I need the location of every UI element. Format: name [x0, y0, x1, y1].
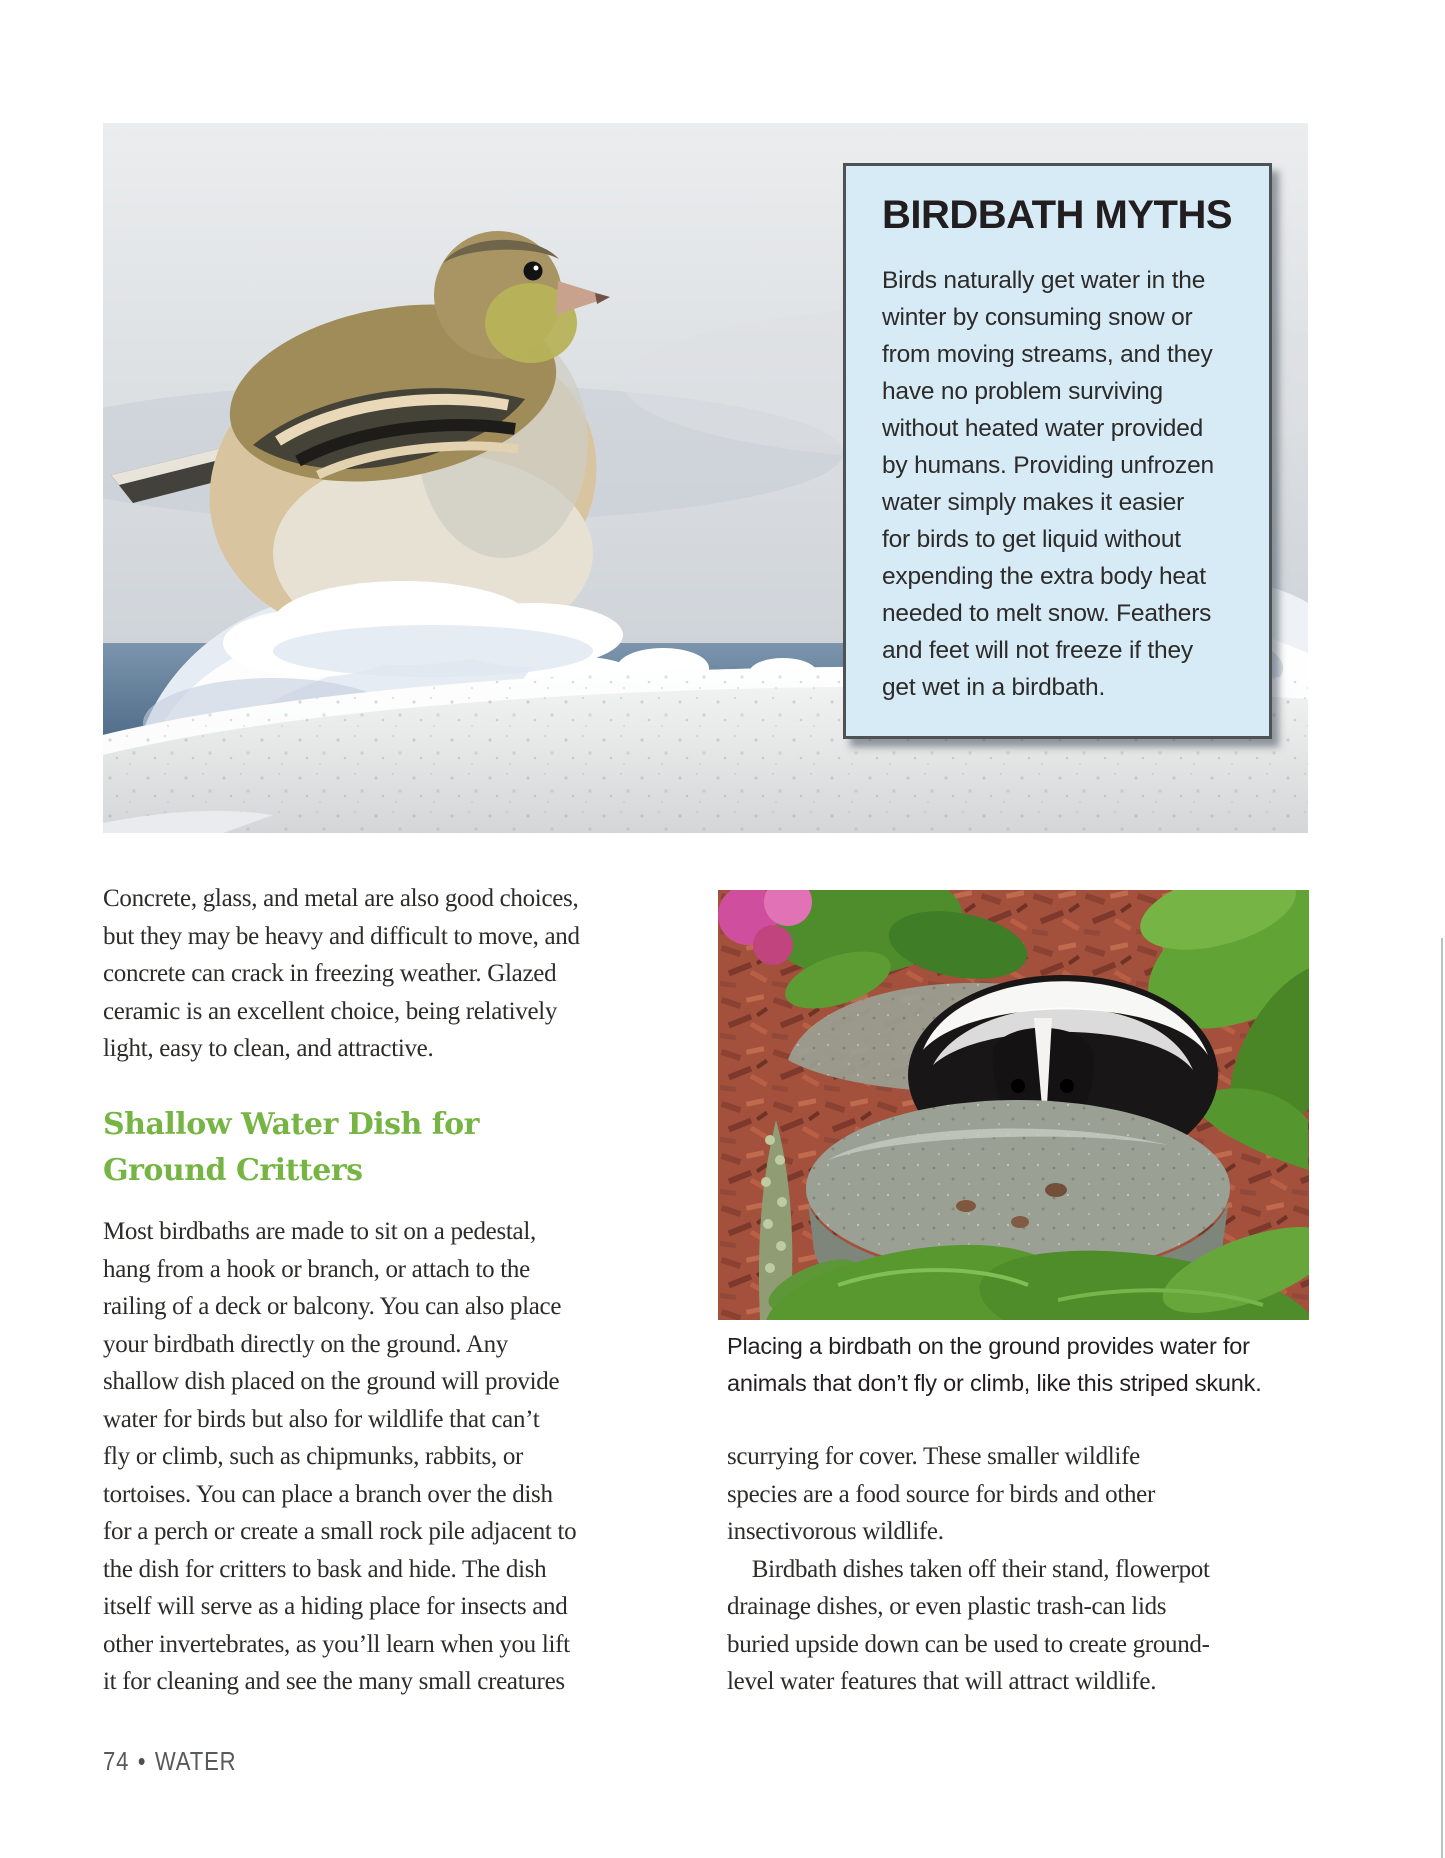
- page-edge-artifact: [1441, 938, 1443, 1858]
- sidebar-body-text: [882, 262, 1233, 706]
- text-line: railing of a deck or balcony. You can also place: [103, 1293, 562, 1320]
- text-line: and feet will not freeze if they: [882, 637, 1193, 664]
- text-line: fly or climb, such as chipmunks, rabbits, or: [103, 1443, 524, 1470]
- text-line: other invertebrates, as you’ll learn when you lift: [103, 1630, 570, 1658]
- hero-photo-goldfinch-birdbath: [103, 123, 1308, 833]
- text-line: water simply makes it easier: [882, 489, 1185, 516]
- text-line: tortoises. You can place a branch over the dish: [103, 1480, 553, 1508]
- text-line: Birds naturally get water in the: [882, 267, 1206, 294]
- text-line: Placing a birdbath on the ground provides water for: [727, 1333, 1250, 1359]
- paragraph-materials: [103, 880, 603, 1068]
- text-line: it for cleaning and see the many small creatures: [103, 1668, 565, 1695]
- section-heading-shallow-water-dish: [103, 1102, 479, 1194]
- paragraph-ground-level-features: [727, 1438, 1309, 1701]
- page-number: 74: [103, 1746, 130, 1776]
- text-line: shallow dish placed on the ground will provide: [103, 1368, 560, 1395]
- text-line: without heated water provided: [882, 415, 1204, 442]
- text-line: buried upside down can be used to create ground-: [727, 1630, 1210, 1658]
- figure-skunk-birdbath: [718, 890, 1309, 1320]
- text-line: Ground Critters: [103, 1153, 363, 1188]
- figure-caption: [727, 1328, 1327, 1402]
- text-line: get wet in a birdbath.: [882, 674, 1106, 701]
- skunk-photo-illustration: [718, 890, 1309, 1320]
- text-line: for birds to get liquid without: [882, 526, 1181, 553]
- footer-section-label: WATER: [154, 1746, 237, 1776]
- sidebar-birdbath-myths: [843, 163, 1272, 739]
- text-line: insectivorous wildlife.: [727, 1518, 944, 1545]
- text-line: the dish for critters to bask and hide. The dish: [103, 1555, 547, 1583]
- text-line: by humans. Providing unfrozen: [882, 452, 1214, 479]
- text-line: species are a food source for birds and other: [727, 1480, 1155, 1508]
- text-line: have no problem surviving: [882, 378, 1163, 405]
- text-line: concrete can crack in freezing weather. Glazed: [103, 960, 557, 987]
- sidebar-title: BIRDBATH MYTHS: [882, 193, 1233, 237]
- text-line: needed to melt snow. Feathers: [882, 600, 1212, 627]
- text-line: itself will serve as a hiding place for insects and: [103, 1593, 568, 1620]
- text-line: expending the extra body heat: [882, 563, 1206, 590]
- text-line: from moving streams, and they: [882, 341, 1213, 368]
- text-line: hang from a hook or branch, or attach to the: [103, 1255, 530, 1283]
- text-line: Most birdbaths are made to sit on a pedestal,: [103, 1218, 536, 1245]
- text-line: scurrying for cover. These smaller wildlife: [727, 1443, 1140, 1470]
- text-line: light, easy to clean, and attractive.: [103, 1035, 434, 1062]
- footer-bullet: •: [137, 1746, 147, 1776]
- text-line: for a perch or create a small rock pile adjacent to: [103, 1518, 577, 1545]
- paragraph-ground-dish: [103, 1213, 603, 1701]
- text-line: your birdbath directly on the ground. Any: [103, 1330, 508, 1358]
- text-line: Birdbath dishes taken off their stand, flowerpot: [727, 1555, 1210, 1583]
- text-line: Shallow Water Dish for: [103, 1107, 479, 1142]
- text-line: animals that don’t fly or climb, like this striped skunk.: [727, 1370, 1262, 1396]
- text-line: level water features that will attract wildlife.: [727, 1668, 1157, 1695]
- page-footer: [103, 1746, 236, 1777]
- text-line: ceramic is an excellent choice, being relatively: [103, 997, 558, 1025]
- text-line: water for birds but also for wildlife that can’t: [103, 1405, 540, 1433]
- text-line: winter by consuming snow or: [882, 304, 1193, 331]
- text-line: but they may be heavy and difficult to move, and: [103, 922, 580, 950]
- text-line: drainage dishes, or even plastic trash-can lids: [727, 1593, 1167, 1620]
- text-line: Concrete, glass, and metal are also good choices,: [103, 885, 579, 912]
